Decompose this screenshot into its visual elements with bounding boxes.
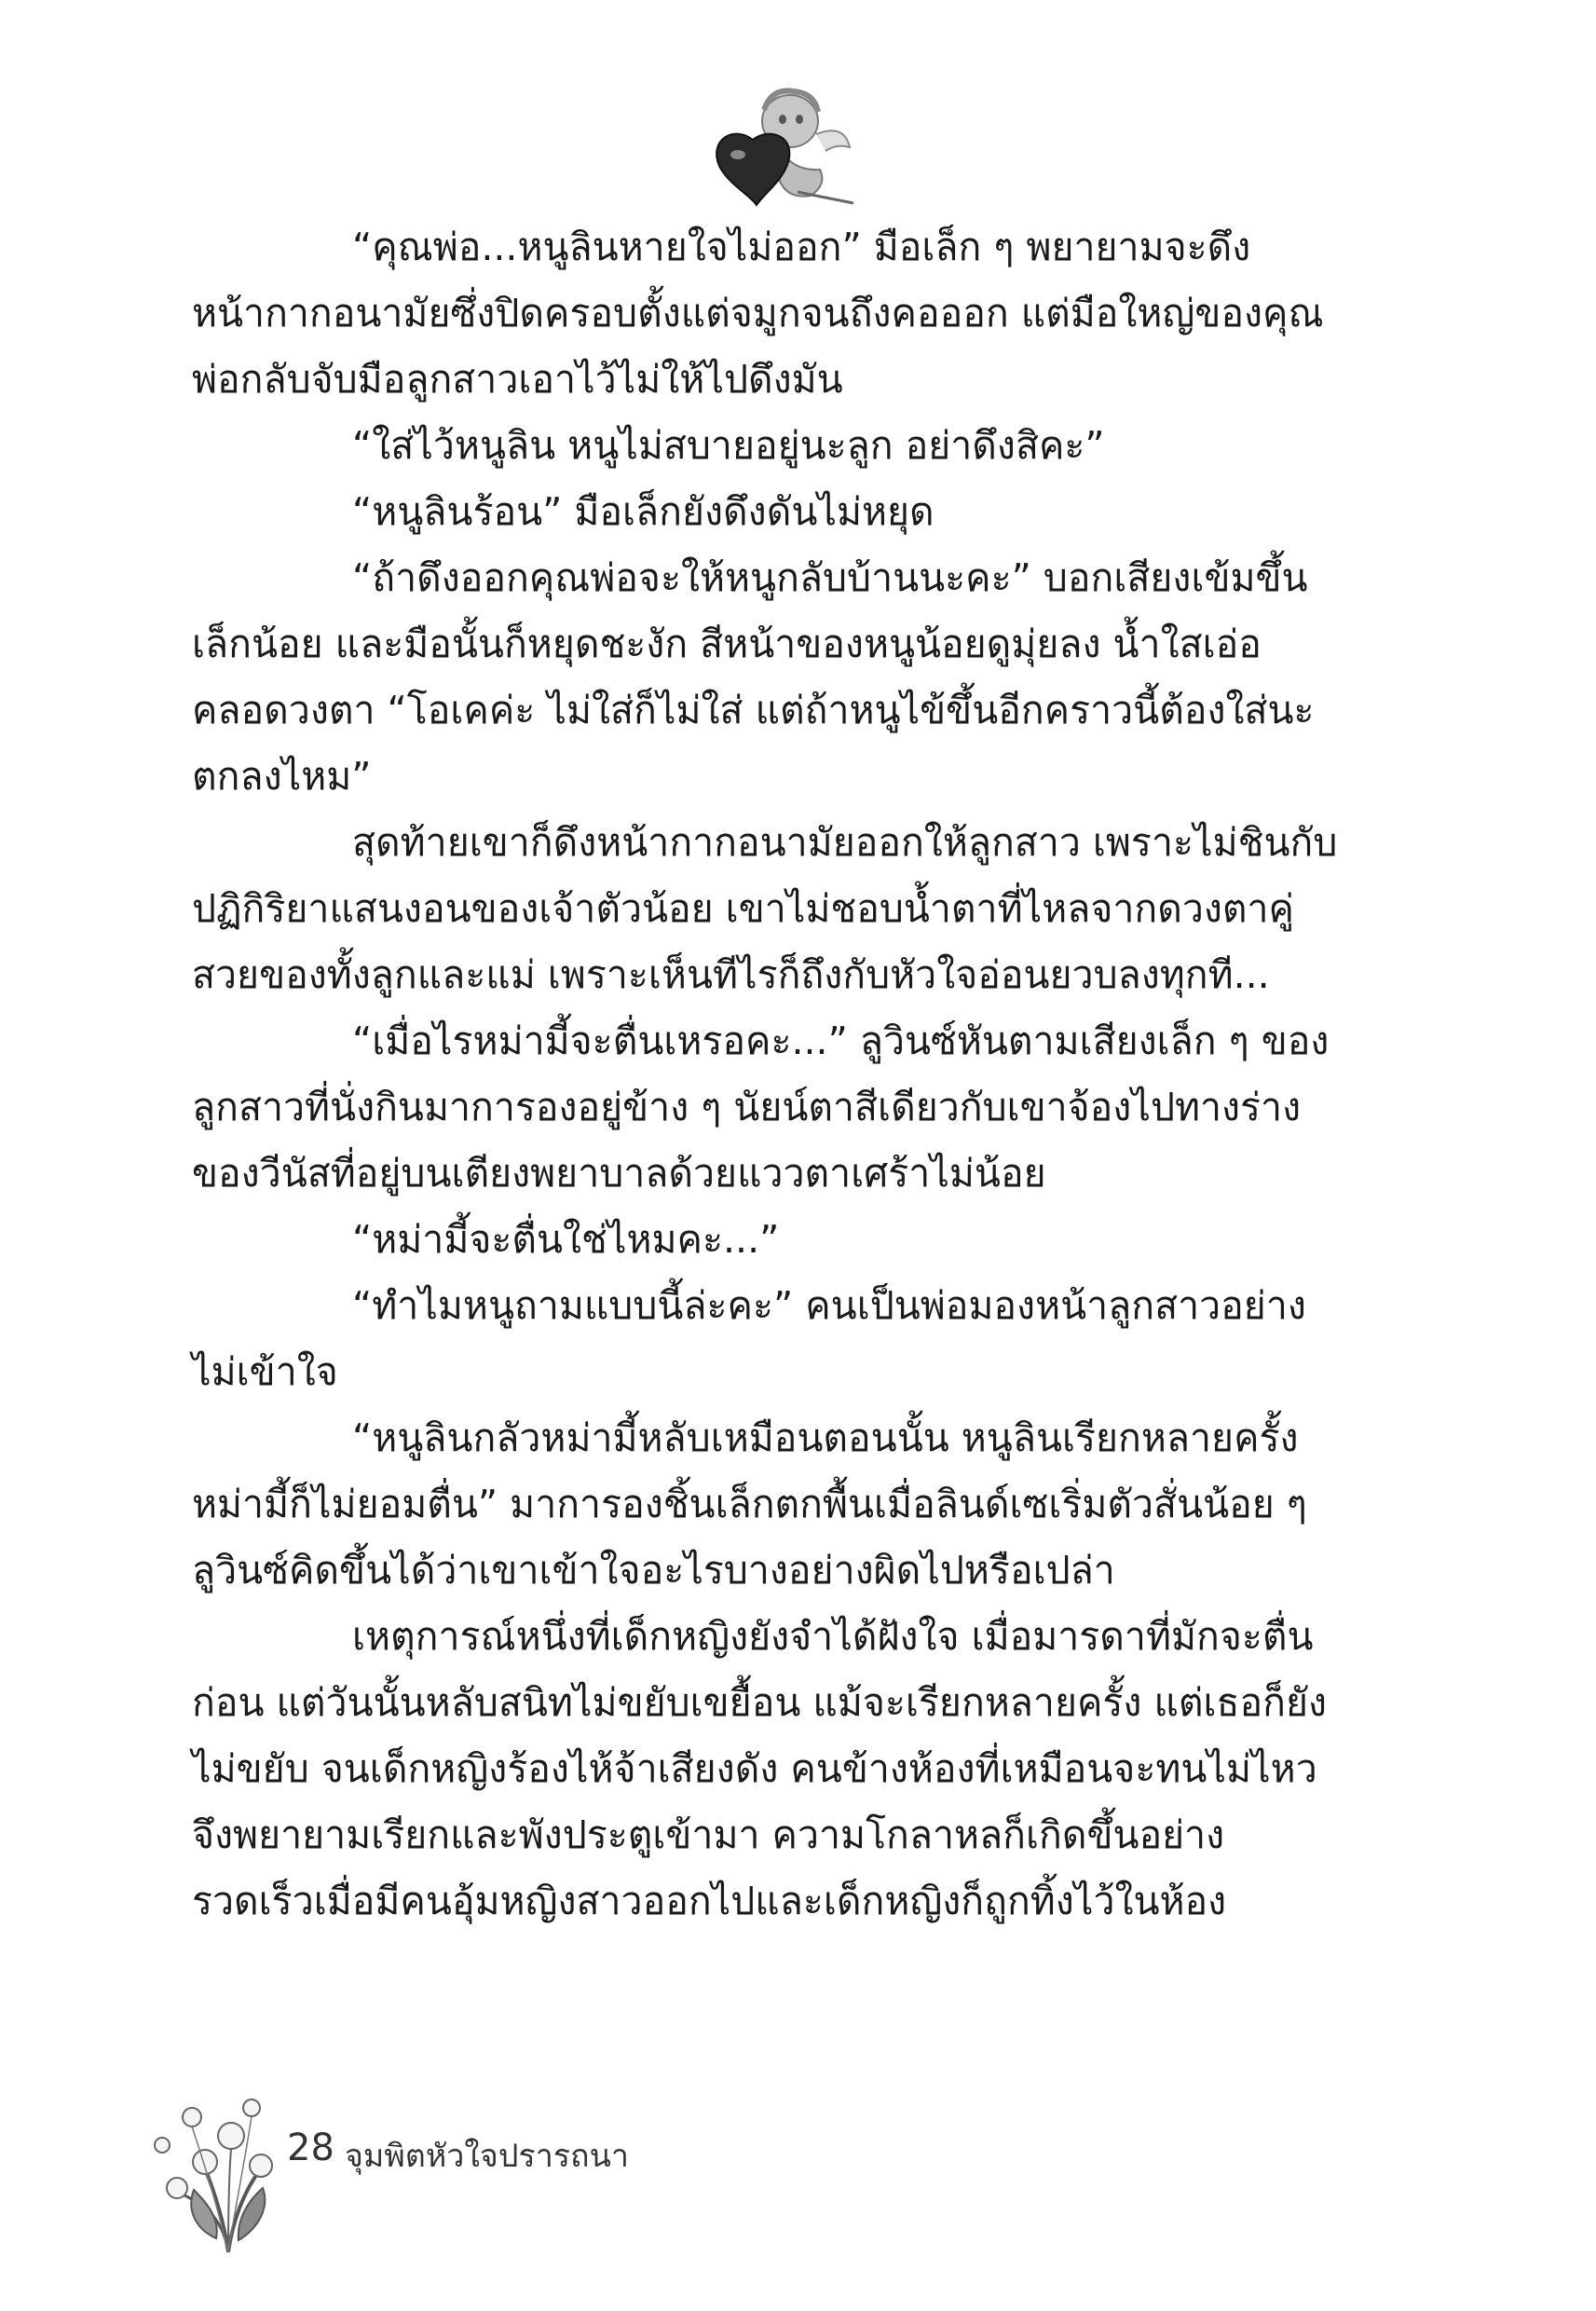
running-title: จุมพิตหัวใจปรารถนา bbox=[345, 2138, 629, 2175]
paragraph: “ทำไมหนูถามแบบนี้ล่ะคะ” คนเป็นพ่อมองหน้าลูกสาวอย่างไม่เข้าใจ bbox=[192, 1283, 1306, 1394]
paragraph: “ถ้าดึงออกคุณพ่อจะให้หนูกลับบ้านนะคะ” บอกเสียงเข้มขึ้นเล็กน้อย และมือนั้นก็หยุดชะงัก สีหน้าของหนูน้อยดูมุ่ยลง น้ำใสเอ่อคลอดวงตา “โอเคค่ะ ไม่ใส่ก็ไม่ใส่ แต่ถ้าหนูไข้ขึ้นอีกคราวนี้ต้องใส่นะ ตกลงไหม” bbox=[192, 555, 1315, 799]
body-text bbox=[192, 214, 1338, 1935]
paragraph: “คุณพ่อ...หนูลินหายใจไม่ออก” มือเล็ก ๆ พยายามจะดึงหน้ากากอนามัยซึ่งปิดครอบตั้งแต่จมูกจนถึงคอออก แต่มือใหญ่ของคุณพ่อกลับจับมือลูกสาวเอาไว้ไม่ให้ไปดึงมัน bbox=[192, 225, 1324, 402]
cupid-heart-icon bbox=[697, 82, 865, 212]
paragraph: เหตุการณ์หนึ่งที่เด็กหญิงยังจำได้ฝังใจ เมื่อมารดาที่มักจะตื่นก่อน แต่วันนั้นหลับสนิทไม่ขยับเขยื้อน แม้จะเรียกหลายครั้ง แต่เธอก็ยังไม่ขยับ จนเด็กหญิงร้องไห้จ้าเสียงดัง คนข้างห้องที่เหมือนจะทนไม่ไหวจึงพยายามเรียกและพังประตูเข้ามา ความโกลาหลก็เกิดขึ้นอย่างรวดเร็วเมื่อมีคนอุ้มหญิงสาวออกไปและเด็กหญิงก็ถูกทิ้งไว้ในห้อง bbox=[192, 1614, 1328, 1923]
paragraph: “หม่ามี้จะตื่นใช่ไหมคะ...” bbox=[352, 1217, 780, 1262]
page-number: 28 bbox=[287, 2126, 334, 2169]
flower-bouquet-icon bbox=[140, 2080, 298, 2257]
paragraph: “หนูลินร้อน” มือเล็กยังดึงดันไม่หยุด bbox=[352, 489, 934, 534]
paragraph: สุดท้ายเขาก็ดึงหน้ากากอนามัยออกให้ลูกสาว เพราะไม่ชินกับปฏิกิริยาแสนงอนของเจ้าตัวน้อย เขาไม่ชอบน้ำตาที่ไหลจากดวงตาคู่สวยของทั้งลูกและแม่ เพราะเห็นทีไรก็ถึงกับหัวใจอ่อนยวบลงทุกที... bbox=[192, 820, 1338, 997]
page-footer bbox=[140, 2080, 792, 2257]
paragraph: “หนูลินกลัวหม่ามี้หลับเหมือนตอนนั้น หนูลินเรียกหลายครั้งหม่ามี้ก็ไม่ยอมตื่น” มาการองชิ้นเล็กตกพื้นเมื่อลินด์เซเริ่มตัวสั่นน้อย ๆ ลูวินซ์คิดขึ้นได้ว่าเขาเข้าใจอะไรบางอย่างผิดไปหรือเปล่า bbox=[192, 1415, 1307, 1593]
paragraph: “เมื่อไรหม่ามี้จะตื่นเหรอคะ...” ลูวินซ์หันตามเสียงเล็ก ๆ ของลูกสาวที่นั่งกินมาการองอยู่ข้าง ๆ นัยน์ตาสีเดียวกับเขาจ้องไปทางร่างของวีนัสที่อยู่บนเตียงพยาบาลด้วยแววตาเศร้าไม่น้อย bbox=[192, 1019, 1330, 1196]
paragraph: “ใส่ไว้หนูลิน หนูไม่สบายอยู่นะลูก อย่าดึงสิคะ” bbox=[352, 423, 1105, 468]
